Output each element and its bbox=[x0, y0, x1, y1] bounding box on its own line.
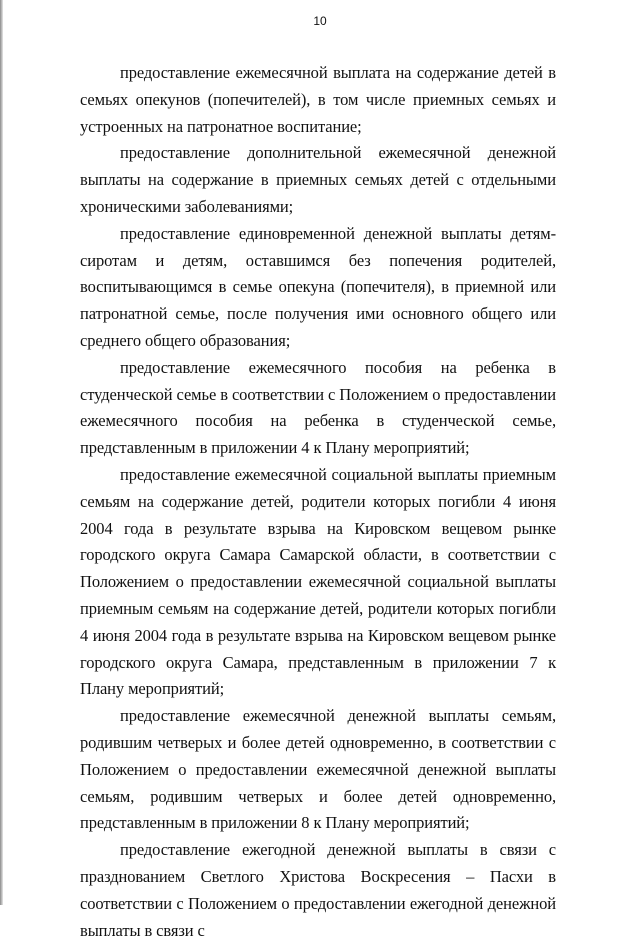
document-body bbox=[80, 60, 556, 944]
paragraph-quadruplets-payment: предоставление ежемесячной денежной выплаты семьям, родившим четверых и более детей одновременно, в соответствии с Положением о предоставлении ежемесячной денежной выплаты семьям, родившим четверых и более детей одновременно, представленным в приложении 8 к Плану мероприятий; bbox=[80, 706, 556, 833]
paragraph-guardian-payment: предоставление ежемесячной выплата на содержание детей в семьях опекунов (попечителей), в том числе приемных семьях и устроенных на патронатное воспитание; bbox=[80, 63, 556, 136]
paragraph-chronic-illness-payment: предоставление дополнительной ежемесячной денежной выплаты на содержание в приемных семьях детей с отдельными хроническими заболеваниями; bbox=[80, 143, 556, 216]
paragraph-student-family-allowance: предоставление ежемесячного пособия на ребенка в студенческой семье в соответствии с Положением о предоставлении ежемесячного пособия на ребенка в студенческой семье, представленным в приложении 4 к Плану мероприятий; bbox=[80, 357, 556, 458]
scan-edge-shadow bbox=[0, 0, 3, 905]
paragraph-orphan-lump-sum: предоставление единовременной денежной выплаты детям-сиротам и детям, оставшимся без попечения родителей, воспитывающимся в семье опекуна (попечителя), в приемной или патронатной семье, после получения ими основного общего или среднего общего образования; bbox=[80, 223, 556, 350]
paragraph-easter-payment: предоставление ежегодной денежной выплаты в связи с празднованием Светлого Христова Воскресения – Пасхи в соответствии с Положением о предоставлении ежегодной денежной выплаты в связи с bbox=[80, 840, 556, 940]
paragraph-kirov-market-payment: предоставление ежемесячной социальной выплаты приемным семьям на содержание детей, родители которых погибли 4 июня 2004 года в результате взрыва на Кировском вещевом рынке городского округа Самара Самарской области, в соответствии с Положением о предоставлении ежемесячной социальной выплаты приемным семьям на содержание детей, родители которых погибли 4 июня 2004 года в результате взрыва на Кировском вещевом рынке городского округа Самара, представленным в приложении 7 к Плану мероприятий; bbox=[80, 464, 556, 699]
page-number: 10 bbox=[313, 14, 327, 28]
